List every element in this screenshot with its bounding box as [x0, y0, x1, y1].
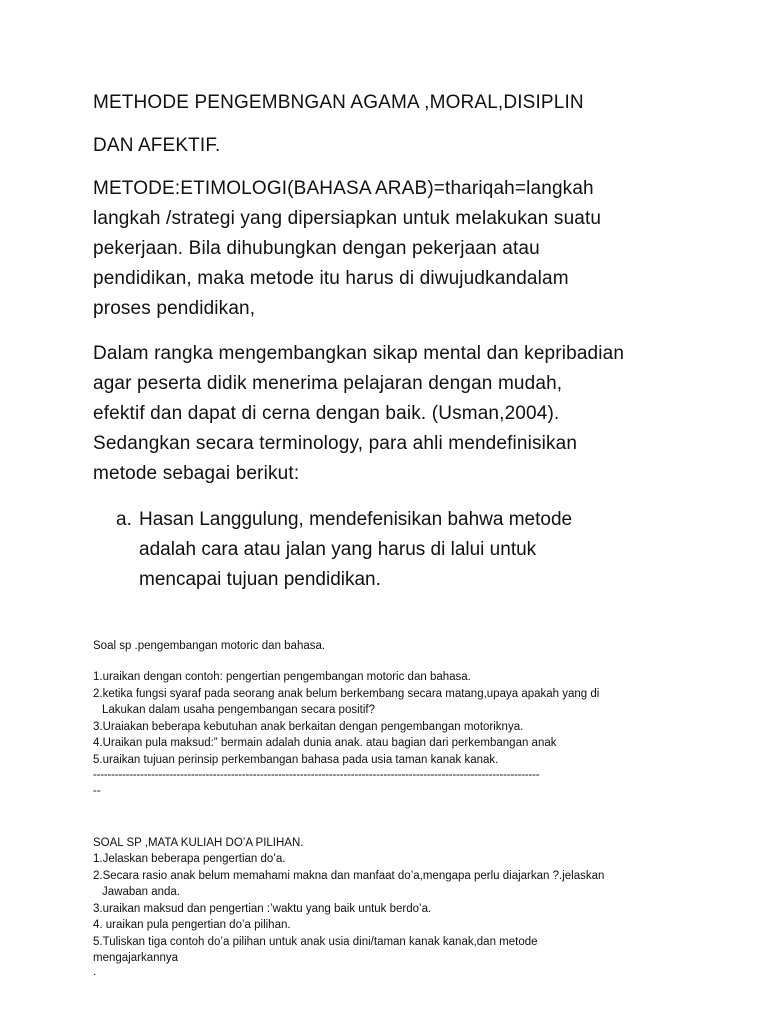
- question-line: Jawaban anda.: [102, 886, 181, 898]
- question-line: 4. uraikan pula pengertian do’a pilihan.: [93, 919, 291, 931]
- paragraph-terminology: [93, 339, 624, 489]
- question-line: 3.Uraiakan beberapa kebutuhan anak berkaitan dengan pengembangan motoriknya.: [93, 720, 524, 733]
- paragraph-line: efektif dan dapat di cerna dengan baik. (Usman,2004).: [93, 403, 560, 424]
- section-heading: SOAL SP ,MATA KULIAH DO’A PILIHAN.: [93, 837, 304, 849]
- list-item-line: mencapai tujuan pendidikan.: [139, 569, 381, 590]
- divider-line: --: [93, 785, 101, 797]
- divider-line: ---------------------------------------------------------------------------------------------------------------------------: [93, 769, 540, 781]
- list-marker: a.: [116, 509, 132, 530]
- paragraph-line: metode sebagai berikut:: [93, 463, 300, 484]
- paragraph-line: Sedangkan secara terminology, para ahli mendefinisikan: [93, 433, 578, 454]
- dot-text: .: [93, 966, 97, 978]
- list-item-line: Hasan Langgulung, mendefenisikan bahwa metode: [139, 509, 573, 530]
- list-item-body: [139, 505, 572, 595]
- trailing-dot: [93, 964, 96, 981]
- soal-motoric-title: [93, 638, 325, 655]
- paragraph-line: Dalam rangka mengembangkan sikap mental dan kepribadian: [93, 343, 625, 364]
- question-line: 1.Jelaskan beberapa pengertian do’a.: [93, 853, 286, 865]
- question-line: Lakukan dalam usaha pengembangan secara positif?: [102, 704, 375, 716]
- dashed-divider-tail: [93, 783, 101, 800]
- soal-motoric-questions: [93, 669, 599, 768]
- dashed-divider: [93, 767, 539, 784]
- question-line: 2.Secara rasio anak belum memahami makna dan manfaat do’a,mengapa perlu diajarkan ?.jelaskan: [93, 869, 605, 882]
- question-line: 1.uraikan dengan contoh: pengertian pengembangan motoric dan bahasa.: [93, 671, 471, 683]
- paragraph-line: agar peserta didik menerima pelajaran dengan mudah,: [93, 373, 563, 394]
- paragraph-line: pendidikan, maka metode itu harus di diwujudkandalam: [93, 268, 569, 289]
- section-heading: Soal sp .pengembangan motoric dan bahasa.: [93, 640, 326, 652]
- list-item-line: adalah cara atau jalan yang harus di lalui untuk: [139, 539, 537, 560]
- paragraph-line: langkah /strategi yang dipersiapkan untuk melakukan suatu: [93, 208, 602, 229]
- paragraph-line: pekerjaan. Bila dihubungkan dengan pekerjaan atau: [93, 238, 540, 259]
- paragraph-line: proses pendidikan,: [93, 298, 256, 319]
- question-line: mengajarkannya: [93, 952, 179, 964]
- paragraph-line: METODE:ETIMOLOGI(BAHASA ARAB)=thariqah=langkah: [93, 178, 594, 199]
- soal-doa-questions: [93, 851, 604, 967]
- document-title-line-1: [93, 88, 584, 118]
- title-text: METHODE PENGEMBNGAN AGAMA ,MORAL,DISIPLIN: [93, 92, 584, 113]
- paragraph-etimologi: [93, 174, 601, 324]
- question-line: 5.Tuliskan tiga contoh do’a pilihan untuk anak usia dini/taman kanak kanak,dan metode: [93, 935, 538, 948]
- question-line: 2.ketika fungsi syaraf pada seorang anak belum berkembang secara matang,upaya apakah yang di: [93, 687, 600, 700]
- question-line: 3.uraikan maksud dan pengertian :’waktu yang baik untuk berdo’a.: [93, 902, 432, 915]
- document-title-line-2: [93, 131, 220, 161]
- soal-doa-title: [93, 835, 303, 852]
- question-line: 5.uraikan tujuan perinsip perkembangan bahasa pada usia taman kanak kanak.: [93, 753, 499, 766]
- question-line: 4.Uraikan pula maksud:” bermain adalah dunia anak. atau bagian dari perkembangan anak: [93, 737, 557, 749]
- title-text: DAN AFEKTIF.: [93, 135, 221, 156]
